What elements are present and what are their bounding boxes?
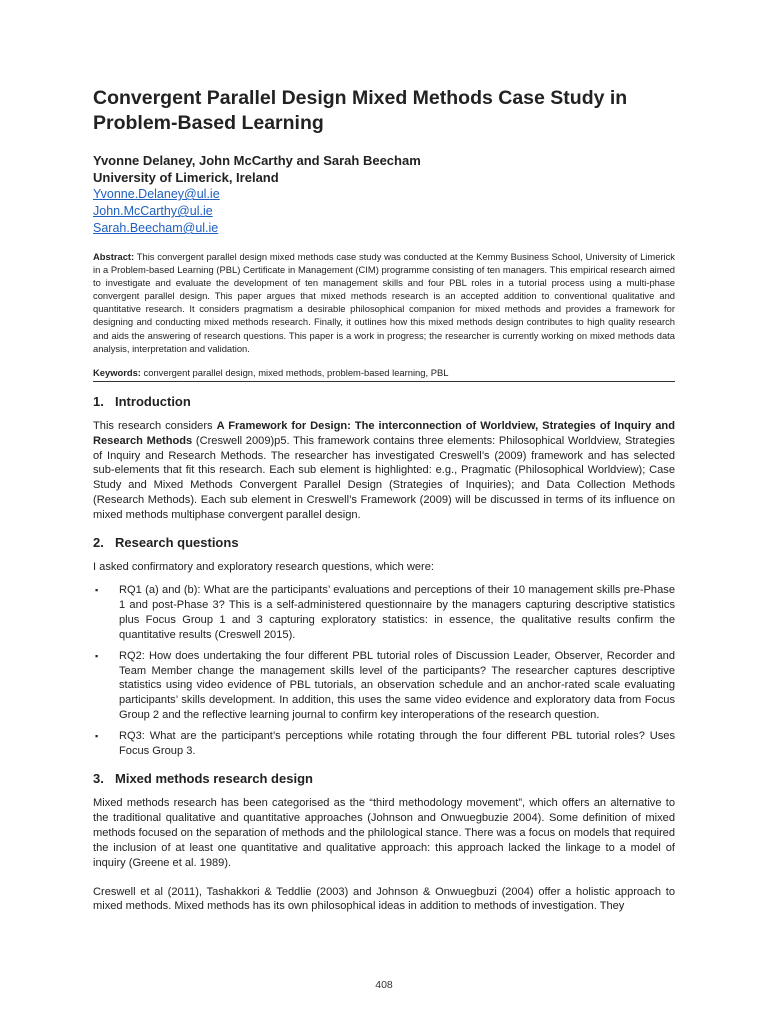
research-question-list xyxy=(93,583,675,759)
bullet-icon: ▪ xyxy=(95,731,99,742)
bullet-icon: ▪ xyxy=(95,650,99,661)
author-block xyxy=(93,152,675,186)
email-link-mccarthy[interactable]: John.McCarthy@ul.ie xyxy=(93,204,213,218)
author-names: Yvonne Delaney, John McCarthy and Sarah Beecham xyxy=(93,153,421,168)
affiliation: University of Limerick, Ireland xyxy=(93,170,279,185)
keywords-label: Keywords: xyxy=(93,366,141,378)
paper-title: Convergent Parallel Design Mixed Methods Case Study in Problem-Based Learning xyxy=(93,87,628,134)
framework-title: A Framework for Design: The interconnection of Worldview, Strategies of Inquiry and Research Methods xyxy=(93,419,675,447)
keywords xyxy=(93,366,675,382)
list-item: ▪ RQ1 (a) and (b): What are the participants’ evaluations and perceptions of their 10 management skills pre-Phase 1 and post-Phase 3? This is a self-administered questionnaire by the managers capturing descriptive statistics plus Focus Group 1 and 3 capturing exploratory statistics: in essence, the qualitative results confirm the quantitative results (Creswell 2015). xyxy=(95,584,675,641)
section-heading-introduction: 1. Introduction xyxy=(93,393,191,409)
mixed-methods-paragraph-1: Mixed methods research has been categorised as the “third methodology movement”, which offers an alternative to the traditional qualitative and quantitative approaches (Johnson and Onwuegbuzie 2004). Some definition of mixed methods focused on the separation of methods and the philological stance. There was a focus on models that required the inclusion of at least one quantitative and qualitative approach: this approach lacked the linkage to a model of inquiry (Greene et al. 1989). xyxy=(93,796,675,869)
abstract-text: This convergent parallel design mixed methods case study was conducted at the Kemmy Business School, University of Limerick in a Problem-based Learning (PBL) Certificate in Management (CIM) programme consisting of ten managers. This empirical research aimed to investigate and evaluate the development of ten management skills and four PBL roles in a tutorial process using a multi-phase convergent parallel design. This paper argues that mixed methods research is an accepted addition to conventional qualitative and quantitative research. It considers pragmatism a desirable philosophical companion for mixed methods and provides a framework for designing and conducting mixed methods research. Finally, it outlines how this mixed methods design contributes to high quality research and aids the answering of research questions. This paper is a work in progress; the researcher is currently working on mixed methods data analysis, interpretation and validation. xyxy=(93,251,675,354)
abstract-label: Abstract: xyxy=(93,251,135,262)
section-heading-mixed-methods: 3. Mixed methods research design xyxy=(93,770,313,786)
list-item: ▪ RQ3: What are the participant’s perceptions while rotating through the four different PBL tutorial roles? Uses Focus Group 3. xyxy=(95,730,675,758)
email-link-delaney[interactable]: Yvonne.Delaney@ul.ie xyxy=(93,187,220,201)
abstract xyxy=(93,250,675,355)
research-questions-lead: I asked confirmatory and exploratory research questions, which were: xyxy=(93,561,434,574)
keywords-text: convergent parallel design, mixed methods, problem-based learning, PBL xyxy=(143,366,449,378)
section-heading-research-questions: 2. Research questions xyxy=(93,535,239,551)
email-link-beecham[interactable]: Sarah.Beecham@ul.ie xyxy=(93,221,219,235)
bullet-icon: ▪ xyxy=(95,585,99,595)
paper-page xyxy=(93,86,675,914)
mixed-methods-paragraph-2: Creswell et al (2011), Tashakkori & Teddlie (2003) and Johnson & Onwuegbuzi (2004) offer a holistic approach to mixed methods. Mixed methods has its own philosophical ideas in addition to methods of investigation. They xyxy=(93,885,675,913)
list-item: ▪ RQ2: How does undertaking the four different PBL tutorial roles of Discussion Leader, Observer, Recorder and Team Member change the management skills level of the participants? The researcher captures descriptive statistics using video evidence of PBL tutorials, an observation schedule and an anchor-rated scale evaluating participants’ skills development. In addition, this uses the same video evidence and exploratory data from Focus Group 2 and the reflective learning journal to confirm key interoperations of the research question. xyxy=(95,649,675,722)
introduction-paragraph: This research considers A Framework for Design: The interconnection of Worldview, Strategies of Inquiry and Research Methods (Creswell 2009)p5. This framework contains three elements: Philosophical Worldview, Strategies of Inquiry and Research Methods. The researcher has investigated Creswell’s (2009) framework and has selected sub-elements that fit this research. Each sub element is highlighted: e.g., Pragmatic (Philosophical Worldview); Case Study and Mixed Methods Convergent Parallel Design (Strategies of Inquiries); and Data Collection Methods (Research Methods). Each sub element in Creswell’s Framework (2009) will be discussed in terms of its influence on mixed methods multiphase convergent parallel design. xyxy=(93,419,675,522)
page-number: 408 xyxy=(375,979,393,991)
email-list xyxy=(93,186,675,237)
